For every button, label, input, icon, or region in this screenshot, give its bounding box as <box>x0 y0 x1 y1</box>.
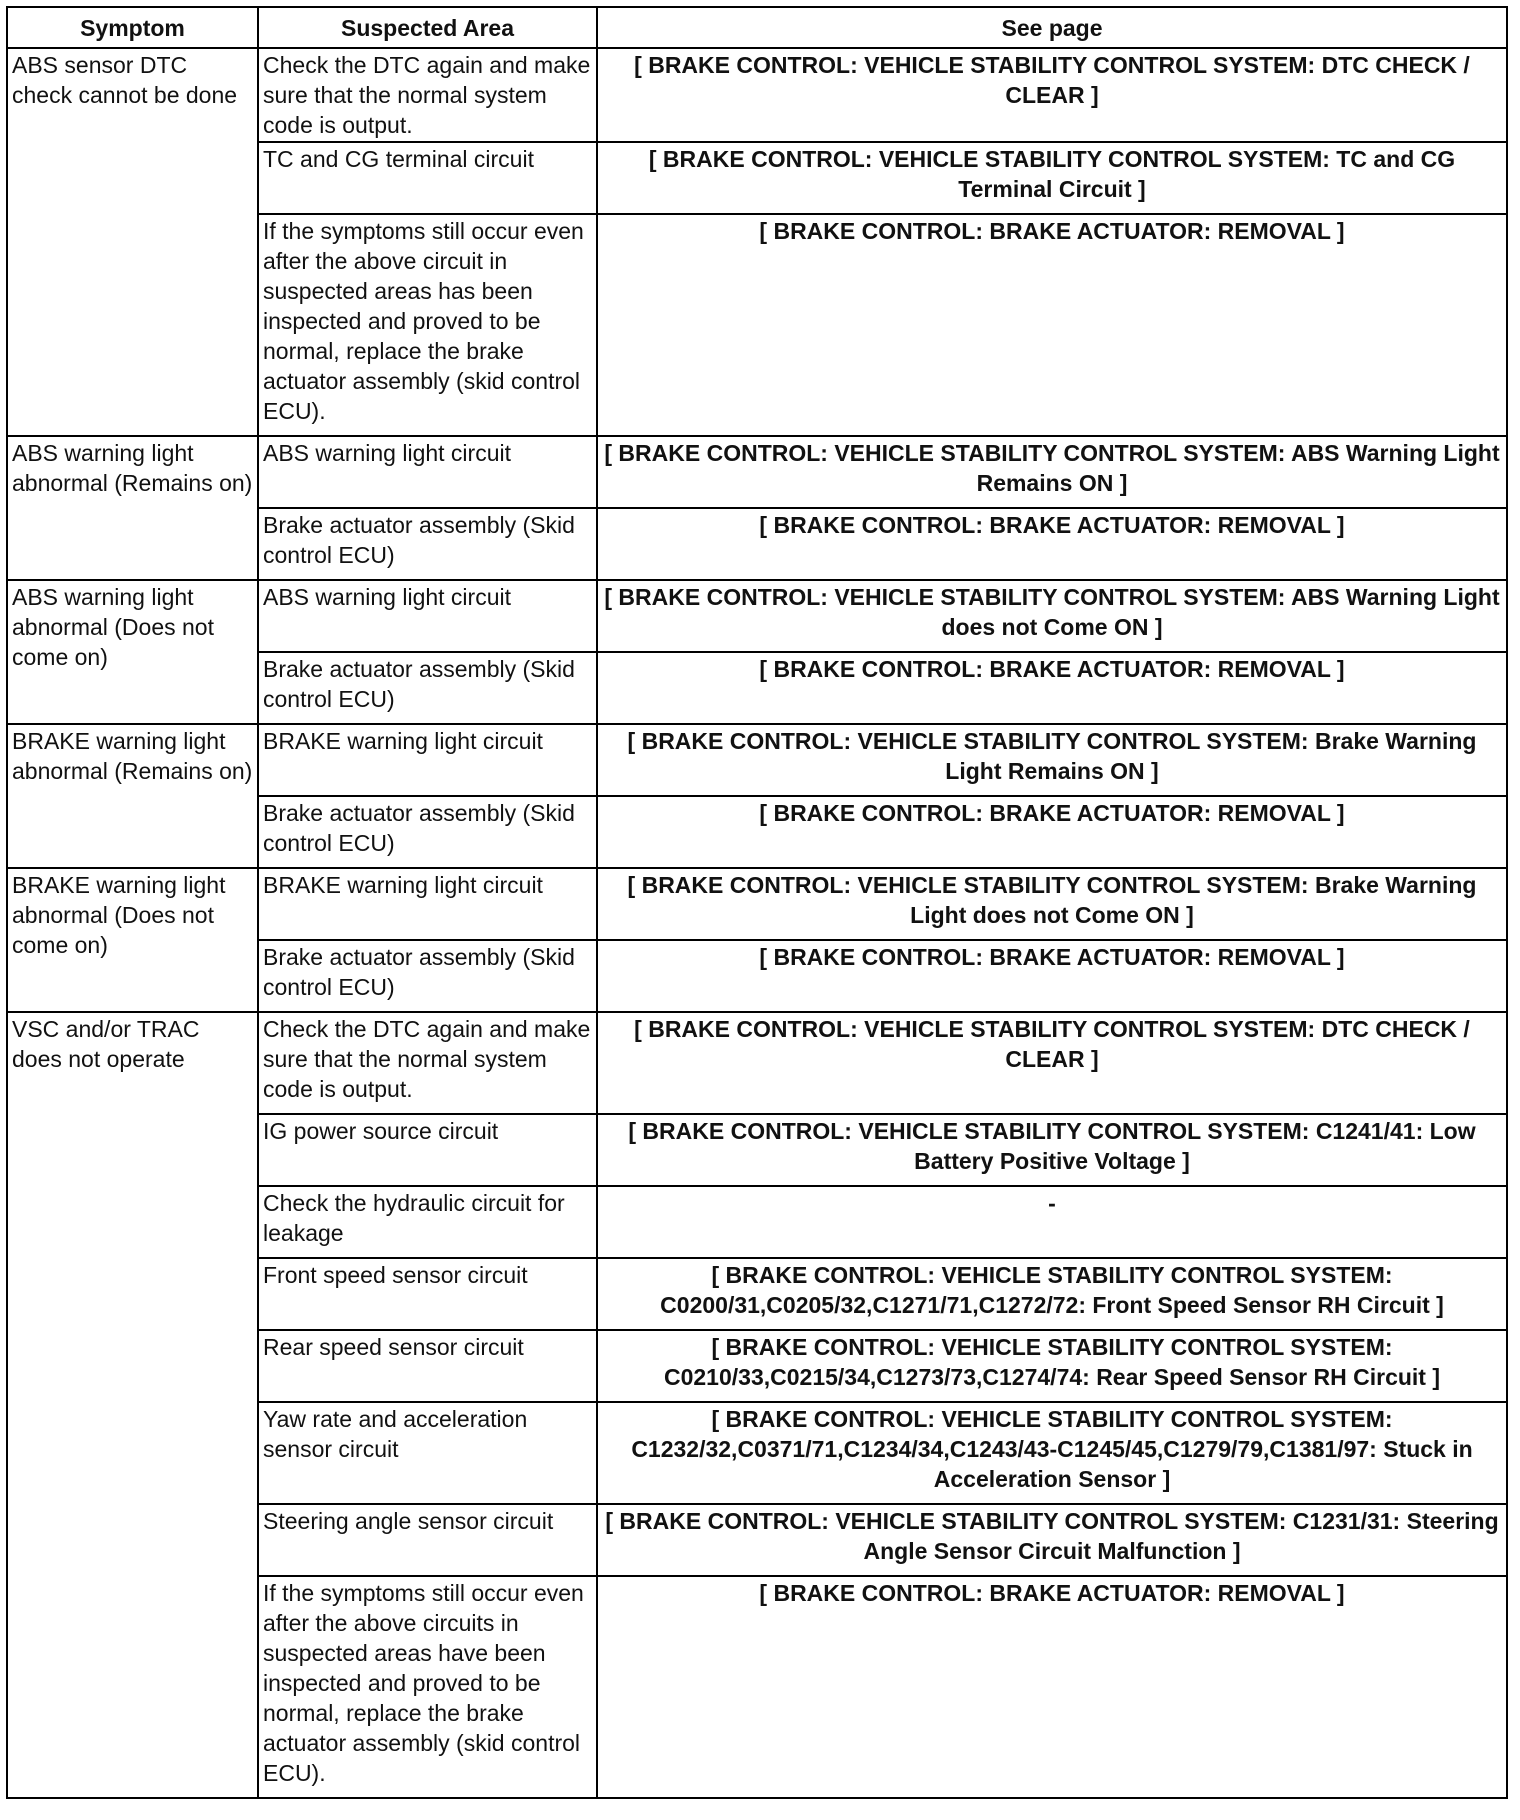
table-row <box>7 868 1507 940</box>
table-row <box>7 1012 1507 1114</box>
see-page-cell: [ BRAKE CONTROL: VEHICLE STABILITY CONTROL SYSTEM: C1231/31: Steering Angle Sensor Circuit Malfunction ] <box>597 1504 1507 1576</box>
see-page-cell: [ BRAKE CONTROL: BRAKE ACTUATOR: REMOVAL ] <box>597 214 1507 436</box>
see-page-cell: [ BRAKE CONTROL: VEHICLE STABILITY CONTROL SYSTEM: C0210/33,C0215/34,C1273/73,C1274/74: Rear Speed Sensor RH Circuit ] <box>597 1330 1507 1402</box>
symptom-cell: VSC and/or TRAC does not operate <box>7 1012 258 1798</box>
suspected-area-cell: Rear speed sensor circuit <box>258 1330 597 1402</box>
see-page-cell: - <box>597 1186 1507 1258</box>
symptom-cell: ABS sensor DTC check cannot be done <box>7 48 258 436</box>
suspected-area-cell: IG power source circuit <box>258 1114 597 1186</box>
suspected-area-cell: If the symptoms still occur even after the above circuit in suspected areas has been inspected and proved to be normal, replace the brake actuator assembly (skid control ECU). <box>258 214 597 436</box>
suspected-area-cell: Steering angle sensor circuit <box>258 1504 597 1576</box>
see-page-cell: [ BRAKE CONTROL: VEHICLE STABILITY CONTROL SYSTEM: ABS Warning Light Remains ON ] <box>597 436 1507 508</box>
see-page-cell: [ BRAKE CONTROL: VEHICLE STABILITY CONTROL SYSTEM: DTC CHECK / CLEAR ] <box>597 48 1507 142</box>
table-wrapper <box>6 6 1508 1799</box>
suspected-area-cell: If the symptoms still occur even after the above circuits in suspected areas have been inspected and proved to be normal, replace the brake actuator assembly (skid control ECU). <box>258 1576 597 1798</box>
see-page-cell: [ BRAKE CONTROL: BRAKE ACTUATOR: REMOVAL ] <box>597 796 1507 868</box>
suspected-area-cell: TC and CG terminal circuit <box>258 142 597 214</box>
suspected-area-cell: BRAKE warning light circuit <box>258 724 597 796</box>
symptom-cell: BRAKE warning light abnormal (Remains on) <box>7 724 258 868</box>
suspected-area-cell: Front speed sensor circuit <box>258 1258 597 1330</box>
see-page-cell: [ BRAKE CONTROL: VEHICLE STABILITY CONTROL SYSTEM: C1241/41: Low Battery Positive Voltage ] <box>597 1114 1507 1186</box>
see-page-cell: [ BRAKE CONTROL: VEHICLE STABILITY CONTROL SYSTEM: Brake Warning Light Remains ON ] <box>597 724 1507 796</box>
see-page-cell: [ BRAKE CONTROL: VEHICLE STABILITY CONTROL SYSTEM: ABS Warning Light does not Come ON ] <box>597 580 1507 652</box>
suspected-area-cell: Check the DTC again and make sure that the normal system code is output. <box>258 1012 597 1114</box>
symptom-cell: BRAKE warning light abnormal (Does not come on) <box>7 868 258 1012</box>
table-row <box>7 436 1507 508</box>
table-row <box>7 724 1507 796</box>
see-page-cell: [ BRAKE CONTROL: BRAKE ACTUATOR: REMOVAL ] <box>597 940 1507 1012</box>
header-see-page: See page <box>597 7 1507 48</box>
suspected-area-cell: Check the DTC again and make sure that the normal system code is output. <box>258 48 597 142</box>
see-page-cell: [ BRAKE CONTROL: BRAKE ACTUATOR: REMOVAL ] <box>597 1576 1507 1798</box>
header-symptom: Symptom <box>7 7 258 48</box>
table-header-row <box>7 7 1507 48</box>
suspected-area-cell: BRAKE warning light circuit <box>258 868 597 940</box>
see-page-cell: [ BRAKE CONTROL: VEHICLE STABILITY CONTROL SYSTEM: DTC CHECK / CLEAR ] <box>597 1012 1507 1114</box>
see-page-cell: [ BRAKE CONTROL: VEHICLE STABILITY CONTROL SYSTEM: TC and CG Terminal Circuit ] <box>597 142 1507 214</box>
suspected-area-cell: ABS warning light circuit <box>258 580 597 652</box>
table-row <box>7 48 1507 142</box>
suspected-area-cell: ABS warning light circuit <box>258 436 597 508</box>
suspected-area-cell: Brake actuator assembly (Skid control ECU) <box>258 652 597 724</box>
header-suspected-area: Suspected Area <box>258 7 597 48</box>
symptom-cell: ABS warning light abnormal (Does not come on) <box>7 580 258 724</box>
problem-symptoms-table <box>6 6 1508 1799</box>
see-page-cell: [ BRAKE CONTROL: VEHICLE STABILITY CONTROL SYSTEM: C0200/31,C0205/32,C1271/71,C1272/72: Front Speed Sensor RH Circuit ] <box>597 1258 1507 1330</box>
suspected-area-cell: Brake actuator assembly (Skid control ECU) <box>258 940 597 1012</box>
suspected-area-cell: Brake actuator assembly (Skid control ECU) <box>258 796 597 868</box>
see-page-cell: [ BRAKE CONTROL: BRAKE ACTUATOR: REMOVAL ] <box>597 652 1507 724</box>
suspected-area-cell: Yaw rate and acceleration sensor circuit <box>258 1402 597 1504</box>
see-page-cell: [ BRAKE CONTROL: VEHICLE STABILITY CONTROL SYSTEM: C1232/32,C0371/71,C1234/34,C1243/43-C1245/45,C1279/79,C1381/97: Stuck in Acceleration Sensor ] <box>597 1402 1507 1504</box>
see-page-cell: [ BRAKE CONTROL: BRAKE ACTUATOR: REMOVAL ] <box>597 508 1507 580</box>
symptom-cell: ABS warning light abnormal (Remains on) <box>7 436 258 580</box>
suspected-area-cell: Brake actuator assembly (Skid control ECU) <box>258 508 597 580</box>
table-row <box>7 580 1507 652</box>
see-page-cell: [ BRAKE CONTROL: VEHICLE STABILITY CONTROL SYSTEM: Brake Warning Light does not Come ON ] <box>597 868 1507 940</box>
suspected-area-cell: Check the hydraulic circuit for leakage <box>258 1186 597 1258</box>
